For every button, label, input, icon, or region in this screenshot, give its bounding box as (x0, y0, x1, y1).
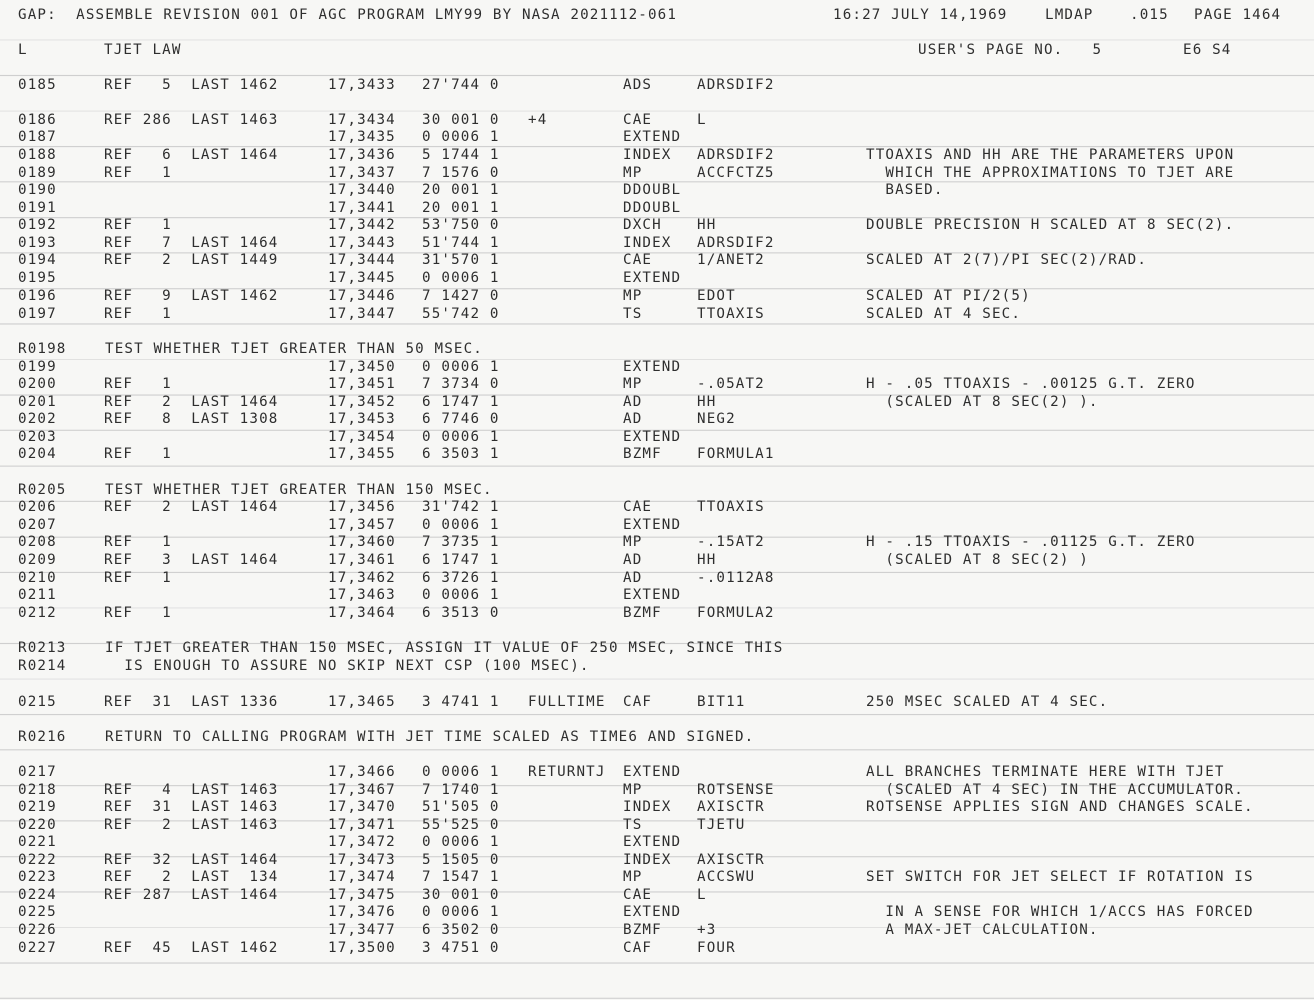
line-address: 17,3446 (328, 288, 396, 304)
line-comment: 250 MSEC SCALED AT 4 SEC. (866, 694, 1109, 710)
line-code: 0 0006 1 (422, 359, 500, 375)
line-operand: TTOAXIS (697, 306, 765, 322)
line-code: 53'750 0 (422, 217, 500, 233)
header-rev: .015 (1130, 7, 1169, 23)
line-number: 0218 (18, 782, 57, 798)
listing-line (0, 410, 1314, 428)
line-address: 17,3454 (328, 429, 396, 445)
remark-text: TEST WHETHER TJET GREATER THAN 150 MSEC. (105, 482, 493, 498)
line-opcode: CAE (623, 252, 653, 268)
line-opcode: EXTEND (623, 270, 682, 286)
line-number: 0187 (18, 129, 57, 145)
line-opcode: ADS (623, 77, 653, 93)
line-address: 17,3452 (328, 394, 396, 410)
subheader-flag: L (18, 42, 28, 58)
line-ref: REF 2 LAST 1464 (104, 499, 279, 515)
line-operand: AXISCTR (697, 799, 765, 815)
line-opcode: DDOUBL (623, 182, 682, 198)
line-ref: REF 5 LAST 1462 (104, 77, 279, 93)
line-opcode: DXCH (623, 217, 662, 233)
line-number: 0200 (18, 376, 57, 392)
remark-line (0, 639, 1314, 657)
line-code: 7 1427 0 (422, 288, 500, 304)
line-number: 0224 (18, 887, 57, 903)
line-opcode: TS (623, 817, 643, 833)
line-opcode: TS (623, 306, 643, 322)
line-operand: EDOT (697, 288, 736, 304)
line-number: R0216 (18, 729, 67, 745)
line-comment: SCALED AT 4 SEC. (866, 306, 1022, 322)
listing-line (0, 199, 1314, 217)
line-operand: ROTSENSE (697, 782, 775, 798)
line-operand: AXISCTR (697, 852, 765, 868)
line-comment: TTOAXIS AND HH ARE THE PARAMETERS UPON (866, 147, 1235, 163)
page-subheader (0, 41, 1314, 59)
listing-line (0, 358, 1314, 376)
listing-line (0, 586, 1314, 604)
line-address: 17,3460 (328, 534, 396, 550)
line-code: 7 1547 1 (422, 869, 500, 885)
listing-line (0, 375, 1314, 393)
remark-line (0, 340, 1314, 358)
line-address: 17,3456 (328, 499, 396, 515)
line-address: 17,3473 (328, 852, 396, 868)
line-number: 0190 (18, 182, 57, 198)
listing-line (0, 234, 1314, 252)
line-code: 6 1747 1 (422, 552, 500, 568)
line-operand: ACCSWU (697, 869, 756, 885)
line-code: 7 3735 1 (422, 534, 500, 550)
line-opcode: MP (623, 376, 643, 392)
line-number: 0194 (18, 252, 57, 268)
listing-line (0, 886, 1314, 904)
line-operand: -.15AT2 (697, 534, 765, 550)
subheader-users-page: USER'S PAGE NO. 5 (918, 42, 1103, 58)
line-operand: -.05AT2 (697, 376, 765, 392)
line-operand: TTOAXIS (697, 499, 765, 515)
listing-line (0, 111, 1314, 129)
line-opcode: AD (623, 394, 643, 410)
line-operand: HH (697, 552, 717, 568)
line-ref: REF 3 LAST 1464 (104, 552, 279, 568)
line-code: 5 1744 1 (422, 147, 500, 163)
line-number: 0197 (18, 306, 57, 322)
line-ref: REF 31 LAST 1463 (104, 799, 279, 815)
line-address: 17,3471 (328, 817, 396, 833)
line-number: R0213 (18, 640, 67, 656)
listing-line (0, 428, 1314, 446)
line-operand: L (697, 112, 707, 128)
line-address: 17,3437 (328, 165, 396, 181)
line-code: 0 0006 1 (422, 129, 500, 145)
listing-line (0, 939, 1314, 957)
listing-line (0, 781, 1314, 799)
line-code: 55'742 0 (422, 306, 500, 322)
listing-line (0, 164, 1314, 182)
line-ref: REF 2 LAST 134 (104, 869, 279, 885)
line-label: RETURNTJ (528, 764, 606, 780)
line-comment: (SCALED AT 4 SEC) IN THE ACCUMULATOR. (866, 782, 1244, 798)
listing-line (0, 146, 1314, 164)
line-code: 6 7746 0 (422, 411, 500, 427)
line-comment: SCALED AT PI/2(5) (866, 288, 1031, 304)
line-opcode: MP (623, 869, 643, 885)
line-address: 17,3435 (328, 129, 396, 145)
line-comment: (SCALED AT 8 SEC(2) ) (866, 552, 1089, 568)
line-number: 0226 (18, 922, 57, 938)
line-address: 17,3450 (328, 359, 396, 375)
line-address: 17,3442 (328, 217, 396, 233)
line-opcode: CAF (623, 940, 653, 956)
line-address: 17,3444 (328, 252, 396, 268)
line-ref: REF 1 (104, 165, 172, 181)
line-code: 20 001 1 (422, 200, 500, 216)
line-operand: -.0112A8 (697, 570, 775, 586)
line-opcode: MP (623, 165, 643, 181)
line-code: 0 0006 1 (422, 270, 500, 286)
listing-line (0, 569, 1314, 587)
line-ref: REF 1 (104, 217, 172, 233)
line-number: 0185 (18, 77, 57, 93)
line-number: 0221 (18, 834, 57, 850)
line-opcode: CAE (623, 499, 653, 515)
line-code: 51'505 0 (422, 799, 500, 815)
line-ref: REF 45 LAST 1462 (104, 940, 279, 956)
listing-line (0, 498, 1314, 516)
line-comment: (SCALED AT 8 SEC(2) ). (866, 394, 1099, 410)
listing-line (0, 551, 1314, 569)
line-address: 17,3451 (328, 376, 396, 392)
line-ref: REF 1 (104, 306, 172, 322)
line-opcode: EXTEND (623, 359, 682, 375)
line-number: 0199 (18, 359, 57, 375)
line-code: 6 3513 0 (422, 605, 500, 621)
line-ref: REF 4 LAST 1463 (104, 782, 279, 798)
listing-line (0, 903, 1314, 921)
line-number: 0188 (18, 147, 57, 163)
listing-line (0, 851, 1314, 869)
listing-line (0, 287, 1314, 305)
line-address: 17,3457 (328, 517, 396, 533)
listing-line (0, 216, 1314, 234)
line-ref: REF 2 LAST 1463 (104, 817, 279, 833)
line-ref: REF 1 (104, 446, 172, 462)
line-number: 0204 (18, 446, 57, 462)
line-code: 27'744 0 (422, 77, 500, 93)
line-opcode: EXTEND (623, 834, 682, 850)
line-code: 0 0006 1 (422, 517, 500, 533)
listing-line (0, 604, 1314, 622)
line-code: 0 0006 1 (422, 587, 500, 603)
listing-line (0, 833, 1314, 851)
line-operand: NEG2 (697, 411, 736, 427)
line-operand: FORMULA1 (697, 446, 775, 462)
line-opcode: INDEX (623, 147, 672, 163)
line-operand: L (697, 887, 707, 903)
line-code: 31'570 1 (422, 252, 500, 268)
line-operand: HH (697, 394, 717, 410)
line-number: R0198 (18, 341, 67, 357)
line-comment: ALL BRANCHES TERMINATE HERE WITH TJET (866, 764, 1225, 780)
listing-line (0, 533, 1314, 551)
line-code: 3 4741 1 (422, 694, 500, 710)
remark-line (0, 481, 1314, 499)
line-code: 7 1740 1 (422, 782, 500, 798)
line-ref: REF 286 LAST 1463 (104, 112, 279, 128)
line-opcode: MP (623, 534, 643, 550)
line-number: 0223 (18, 869, 57, 885)
line-number: 0220 (18, 817, 57, 833)
listing-line (0, 181, 1314, 199)
line-ref: REF 9 LAST 1462 (104, 288, 279, 304)
line-address: 17,3445 (328, 270, 396, 286)
line-comment: A MAX-JET CALCULATION. (866, 922, 1099, 938)
line-comment: IN A SENSE FOR WHICH 1/ACCS HAS FORCED (866, 904, 1254, 920)
line-number: 0203 (18, 429, 57, 445)
line-opcode: MP (623, 288, 643, 304)
line-address: 17,3433 (328, 77, 396, 93)
line-number: R0205 (18, 482, 67, 498)
line-opcode: CAF (623, 694, 653, 710)
line-address: 17,3467 (328, 782, 396, 798)
line-number: 0215 (18, 694, 57, 710)
line-opcode: EXTEND (623, 587, 682, 603)
line-number: 0225 (18, 904, 57, 920)
page-header (0, 6, 1314, 24)
line-opcode: AD (623, 411, 643, 427)
line-opcode: AD (623, 552, 643, 568)
line-ref: REF 2 LAST 1449 (104, 252, 279, 268)
line-operand: TJETU (697, 817, 746, 833)
line-number: 0208 (18, 534, 57, 550)
line-address: 17,3443 (328, 235, 396, 251)
line-opcode: MP (623, 782, 643, 798)
line-operand: 1/ANET2 (697, 252, 765, 268)
line-address: 17,3447 (328, 306, 396, 322)
line-code: 0 0006 1 (422, 429, 500, 445)
line-opcode: EXTEND (623, 129, 682, 145)
line-address: 17,3440 (328, 182, 396, 198)
line-ref: REF 1 (104, 534, 172, 550)
line-opcode: INDEX (623, 235, 672, 251)
line-number: 0191 (18, 200, 57, 216)
line-comment: ROTSENSE APPLIES SIGN AND CHANGES SCALE. (866, 799, 1254, 815)
line-address: 17,3461 (328, 552, 396, 568)
line-code: 51'744 1 (422, 235, 500, 251)
line-address: 17,3465 (328, 694, 396, 710)
line-code: 55'525 0 (422, 817, 500, 833)
line-number: 0207 (18, 517, 57, 533)
line-number: 0219 (18, 799, 57, 815)
line-opcode: CAE (623, 112, 653, 128)
line-code: 6 3726 1 (422, 570, 500, 586)
line-address: 17,3477 (328, 922, 396, 938)
line-address: 17,3453 (328, 411, 396, 427)
line-code: 7 1576 0 (422, 165, 500, 181)
remark-text: IS ENOUGH TO ASSURE NO SKIP NEXT CSP (100 MSEC). (105, 658, 590, 674)
listing-line (0, 763, 1314, 781)
line-operand: ADRSDIF2 (697, 77, 775, 93)
listing-line (0, 393, 1314, 411)
line-ref: REF 31 LAST 1336 (104, 694, 279, 710)
line-address: 17,3470 (328, 799, 396, 815)
line-ref: REF 1 (104, 570, 172, 586)
listing-line (0, 76, 1314, 94)
line-code: 0 0006 1 (422, 764, 500, 780)
line-address: 17,3475 (328, 887, 396, 903)
line-code: 30 001 0 (422, 112, 500, 128)
line-comment: H - .05 TTOAXIS - .00125 G.T. ZERO (866, 376, 1196, 392)
line-number: 0210 (18, 570, 57, 586)
line-comment: BASED. (866, 182, 944, 198)
line-number: 0193 (18, 235, 57, 251)
line-opcode: INDEX (623, 799, 672, 815)
remark-text: RETURN TO CALLING PROGRAM WITH JET TIME SCALED AS TIME6 AND SIGNED. (105, 729, 755, 745)
line-address: 17,3455 (328, 446, 396, 462)
line-opcode: EXTEND (623, 764, 682, 780)
listing-line (0, 251, 1314, 269)
listing-line (0, 128, 1314, 146)
line-code: 6 3502 0 (422, 922, 500, 938)
line-ref: REF 6 LAST 1464 (104, 147, 279, 163)
line-code: 30 001 0 (422, 887, 500, 903)
line-operand: HH (697, 217, 717, 233)
listing-line (0, 445, 1314, 463)
line-address: 17,3474 (328, 869, 396, 885)
header-title: GAP: ASSEMBLE REVISION 001 OF AGC PROGRAM LMY99 BY NASA 2021112-061 (18, 7, 678, 23)
line-operand: ACCFCTZ5 (697, 165, 775, 181)
line-opcode: EXTEND (623, 517, 682, 533)
line-ref: REF 2 LAST 1464 (104, 394, 279, 410)
line-comment: DOUBLE PRECISION H SCALED AT 8 SEC(2). (866, 217, 1235, 233)
line-opcode: CAE (623, 887, 653, 903)
line-address: 17,3464 (328, 605, 396, 621)
line-opcode: EXTEND (623, 429, 682, 445)
line-ref: REF 32 LAST 1464 (104, 852, 279, 868)
line-comment: WHICH THE APPROXIMATIONS TO TJET ARE (866, 165, 1235, 181)
remark-text: TEST WHETHER TJET GREATER THAN 50 MSEC. (105, 341, 483, 357)
line-code: 20 001 1 (422, 182, 500, 198)
line-code: 6 1747 1 (422, 394, 500, 410)
line-number: 0212 (18, 605, 57, 621)
line-number: 0189 (18, 165, 57, 181)
line-address: 17,3463 (328, 587, 396, 603)
line-address: 17,3462 (328, 570, 396, 586)
line-number: 0217 (18, 764, 57, 780)
line-code: 7 3734 0 (422, 376, 500, 392)
listing-line (0, 269, 1314, 287)
line-code: 3 4751 0 (422, 940, 500, 956)
line-number: 0206 (18, 499, 57, 515)
line-code: 0 0006 1 (422, 834, 500, 850)
line-opcode: BZMF (623, 446, 662, 462)
line-operand: ADRSDIF2 (697, 235, 775, 251)
line-address: 17,3472 (328, 834, 396, 850)
line-comment: SET SWITCH FOR JET SELECT IF ROTATION IS (866, 869, 1254, 885)
header-datetime: 16:27 JULY 14,1969 (833, 7, 1008, 23)
line-comment: SCALED AT 2(7)/PI SEC(2)/RAD. (866, 252, 1148, 268)
line-opcode: BZMF (623, 922, 662, 938)
listing-line (0, 816, 1314, 834)
line-comment: H - .15 TTOAXIS - .01125 G.T. ZERO (866, 534, 1196, 550)
remark-line (0, 657, 1314, 675)
line-code: 5 1505 0 (422, 852, 500, 868)
line-number: R0214 (18, 658, 67, 674)
line-operand: FOUR (697, 940, 736, 956)
line-address: 17,3476 (328, 904, 396, 920)
line-ref: REF 287 LAST 1464 (104, 887, 279, 903)
line-operand: FORMULA2 (697, 605, 775, 621)
line-number: 0201 (18, 394, 57, 410)
line-opcode: BZMF (623, 605, 662, 621)
line-address: 17,3500 (328, 940, 396, 956)
header-program: LMDAP (1045, 7, 1094, 23)
line-number: 0209 (18, 552, 57, 568)
line-number: 0192 (18, 217, 57, 233)
line-number: 0222 (18, 852, 57, 868)
line-operand: ADRSDIF2 (697, 147, 775, 163)
listing-line (0, 798, 1314, 816)
line-address: 17,3441 (328, 200, 396, 216)
line-opcode: INDEX (623, 852, 672, 868)
subheader-section: TJET LAW (104, 42, 182, 58)
line-code: 0 0006 1 (422, 904, 500, 920)
listing-line (0, 921, 1314, 939)
line-label: FULLTIME (528, 694, 606, 710)
line-address: 17,3434 (328, 112, 396, 128)
listing-line (0, 693, 1314, 711)
line-label: +4 (528, 112, 548, 128)
line-ref: REF 7 LAST 1464 (104, 235, 279, 251)
line-number: 0211 (18, 587, 57, 603)
header-page: PAGE 1464 (1194, 7, 1282, 23)
line-number: 0186 (18, 112, 57, 128)
listing-line (0, 305, 1314, 323)
listing-line (0, 516, 1314, 534)
line-opcode: DDOUBL (623, 200, 682, 216)
line-opcode: EXTEND (623, 904, 682, 920)
line-ref: REF 1 (104, 376, 172, 392)
line-number: 0196 (18, 288, 57, 304)
line-number: 0227 (18, 940, 57, 956)
line-number: 0195 (18, 270, 57, 286)
line-address: 17,3436 (328, 147, 396, 163)
line-operand: BIT11 (697, 694, 746, 710)
line-ref: REF 1 (104, 605, 172, 621)
listing-line (0, 868, 1314, 886)
line-code: 6 3503 1 (422, 446, 500, 462)
line-ref: REF 8 LAST 1308 (104, 411, 279, 427)
line-address: 17,3466 (328, 764, 396, 780)
remark-text: IF TJET GREATER THAN 150 MSEC, ASSIGN IT VALUE OF 250 MSEC, SINCE THIS (105, 640, 784, 656)
line-number: 0202 (18, 411, 57, 427)
line-operand: +3 (697, 922, 717, 938)
remark-line (0, 728, 1314, 746)
line-code: 31'742 1 (422, 499, 500, 515)
line-opcode: AD (623, 570, 643, 586)
subheader-ref: E6 S4 (1183, 42, 1232, 58)
